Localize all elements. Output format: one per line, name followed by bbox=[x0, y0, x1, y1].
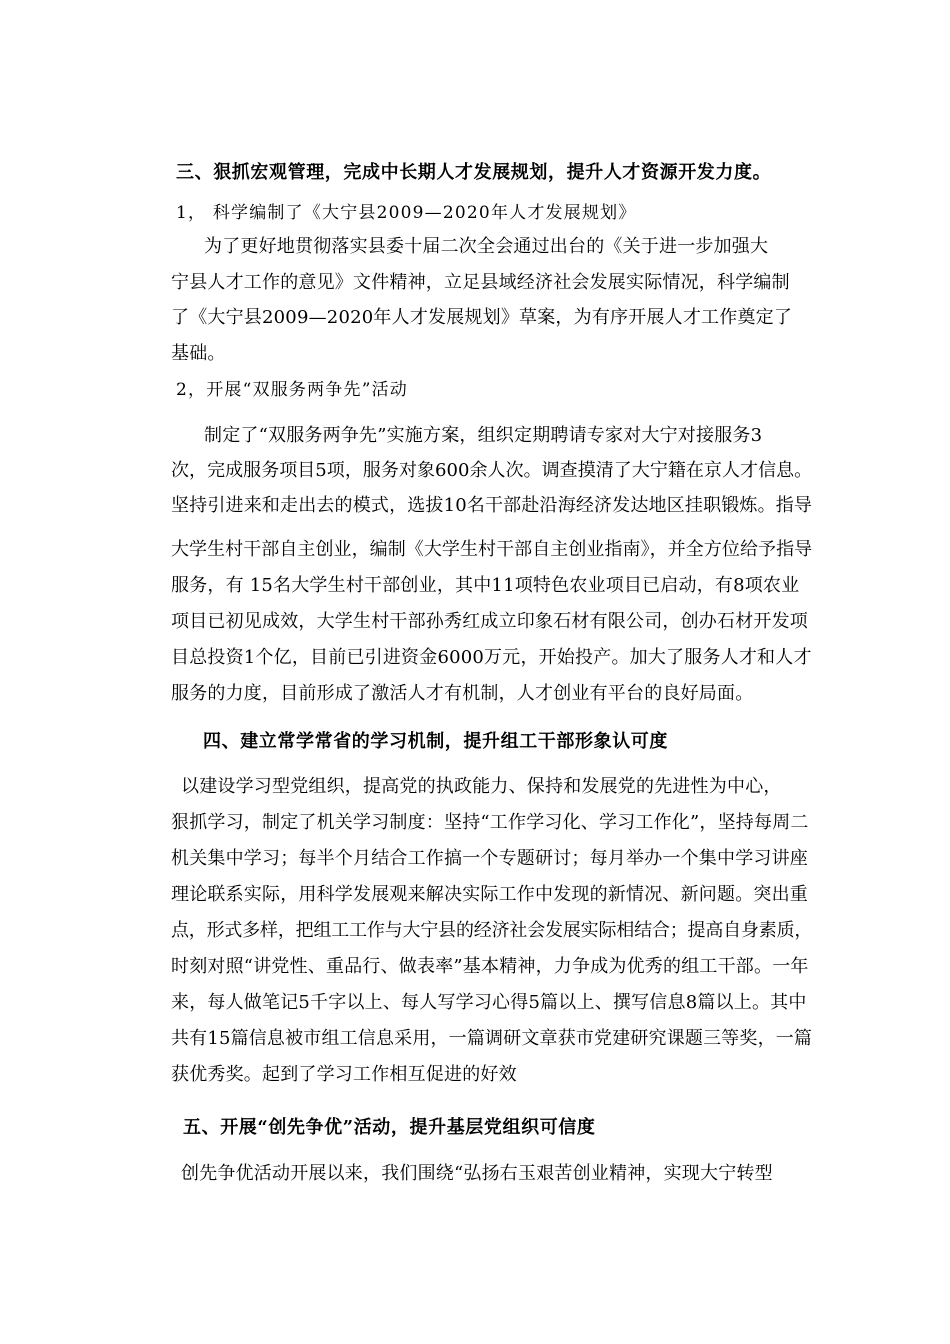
section5-heading: 五、开展“创先争优”活动，提升基层党组织可信度 bbox=[183, 1117, 596, 1138]
section3-item2-line: 坚持引进来和走出去的模式，选拔10名干部赴沿海经济发达地区挂职锻炼。指导 bbox=[171, 495, 813, 516]
section3-item1-line: 基础。 bbox=[171, 343, 226, 364]
section3-heading: 三、狠抓宏观管理，完成中长期人才发展规划，提升人才资源开发力度。 bbox=[176, 162, 772, 183]
section4-line: 来，每人做笔记5千字以上、每人写学习心得5篇以上、撰写信息8篇以上。其中 bbox=[171, 992, 807, 1013]
section3-item2-line: 项目已初见成效，大学生村干部孙秀红成立印象石材有限公司，创办石材开发项 bbox=[171, 611, 808, 632]
section4-line: 获优秀奖。起到了学习工作相互促进的好效 bbox=[171, 1064, 517, 1085]
section4-line: 以建设学习型党组织，提高党的执政能力、保持和发展党的先进性为中心， bbox=[181, 776, 782, 797]
section3-item2-line: 服务，有 15名大学生村干部创业，其中11项特色农业项目已启动，有8项农业 bbox=[171, 575, 800, 596]
section3-item1-heading: 1， 科学编制了《大宁县2009—2020年人才发展规划》 bbox=[176, 203, 637, 223]
section4-line: 理论联系实际，用科学发展观来解决实际工作中发现的新情况、新问题。突出重 bbox=[171, 884, 808, 905]
section3-item1-line: 了《大宁县2009—2020年人才发展规划》草案，为有序开展人才工作奠定了 bbox=[171, 307, 793, 328]
section3-item2-line: 服务的力度，目前形成了激活人才有机制，人才创业有平台的良好局面。 bbox=[171, 683, 754, 704]
section3-item2-line: 大学生村干部自主创业，编制《大学生村干部自主创业指南》，并全方位给予指导 bbox=[171, 539, 813, 560]
section3-item1-line: 为了更好地贯彻落实县委十届二次全会通过出台的《关于进一步加强大 bbox=[204, 236, 769, 257]
section3-item1-line: 宁县人才工作的意见》文件精神，立足县域经济社会发展实际情况，科学编制 bbox=[171, 272, 790, 293]
section3-item2-line: 制定了“双服务两争先”实施方案，组织定期聘请专家对大宁对接服务3 bbox=[204, 425, 763, 446]
section4-line: 狠抓学习，制定了机关学习制度：坚持“工作学习化、学习工作化”，坚持每周二 bbox=[171, 812, 809, 833]
section4-line: 点，形式多样，把组工工作与大宁县的经济社会发展实际相结合；提高自身素质， bbox=[171, 920, 813, 941]
section3-item2-heading: 2，开展“双服务两争先”活动 bbox=[176, 380, 408, 400]
section4-line: 机关集中学习；每半个月结合工作搞一个专题研讨；每月举办一个集中学习讲座 bbox=[171, 848, 808, 869]
section5-line: 创先争优活动开展以来，我们围绕“弘扬右玉艰苦创业精神，实现大宁转型 bbox=[181, 1163, 773, 1184]
section4-heading: 四、建立常学常省的学习机制，提升组工干部形象认可度 bbox=[203, 731, 668, 752]
section4-line: 共有15篇信息被市组工信息采用，一篇调研文章获市党建研究课题三等奖，一篇 bbox=[171, 1028, 813, 1049]
section3-item2-line: 目总投资1个亿，目前已引进资金6000万元，开始投产。加大了服务人才和人才 bbox=[171, 647, 812, 668]
section3-item2-line: 次，完成服务项目5项，服务对象600余人次。调查摸清了大宁籍在京人才信息。 bbox=[171, 460, 813, 481]
section4-line: 时刻对照“讲党性、重品行、做表率”基本精神，力争成为优秀的组工干部。一年 bbox=[171, 956, 809, 977]
